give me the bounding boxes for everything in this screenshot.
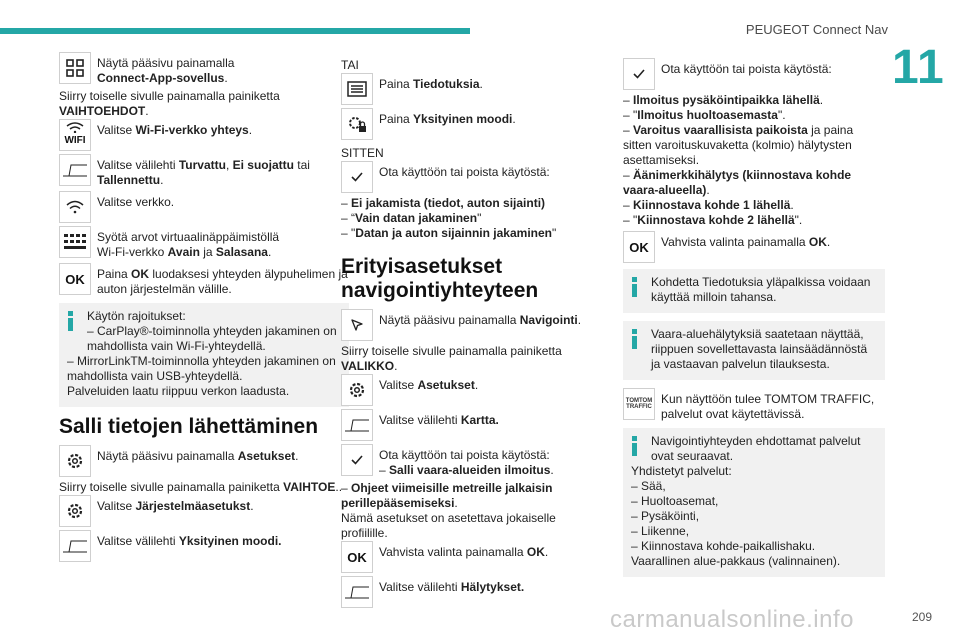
instruction-text: Siirry toiselle sivulle painamalla painiketta VAIHTOEHDOT. (59, 89, 280, 118)
note-title: Käytön rajoitukset: (87, 309, 186, 323)
note-line: – Sää, (631, 479, 666, 493)
step-text: Valitse välilehti Hälytykset. (379, 580, 525, 594)
section-heading: Salli tietojen lähettäminen (59, 415, 319, 438)
chapter-number: 11 (892, 41, 945, 94)
step-text: Valitse Järjestelmäasetukst. (97, 499, 254, 513)
option-item: – "Datan ja auton sijainnin jakaminen" (341, 226, 557, 240)
instruction-text: Nämä asetukset on asetettava jokaiselle profiilille. (341, 511, 556, 540)
step-ok (623, 231, 885, 263)
info-note (623, 269, 885, 313)
ok-label: OK (65, 271, 85, 287)
step-text: Näytä pääsivu painamalla Asetukset. (97, 449, 299, 463)
note-line: – Kiinnostava kohde-paikallishaku. (631, 539, 816, 553)
column-1 (59, 52, 349, 565)
tab-icon (341, 409, 373, 441)
step-text: Kun näyttöön tulee TOMTOM TRAFFIC, palvelut ovat käytettävissä. (661, 392, 875, 421)
gear-icon (59, 495, 91, 527)
ok-icon (623, 231, 655, 263)
or-label: TAI (341, 58, 359, 72)
step-text: Paina OK luodaksesi yhteyden älypuhelimen ja auton järjestelmän välille. (97, 267, 348, 296)
option-item: – Varoitus vaarallisista paikoista ja paina sitten varoituskuvaketta (kolmio) hälytysten asettamiseksi. (623, 123, 854, 167)
tomtom-label: TOMTOM TRAFFIC (625, 398, 653, 410)
note-line: – CarPlay®-toiminnolla yhteyden jakaminen on mahdollista vain Wi-Fi-yhteydellä. (87, 324, 337, 353)
instruction-text: Siirry toiselle sivulle painamalla painiketta VAIHTOE.. (59, 480, 343, 494)
wifi-label: WIFI (64, 135, 86, 146)
wifi-signal-icon (59, 191, 91, 223)
info-icon (632, 329, 637, 349)
step-wifi (59, 119, 349, 151)
step-ok (59, 263, 349, 297)
option-item: – Ohjeet viimeisille metreille jalkaisin perillepääsemiseksi. (341, 481, 553, 510)
step-tabs (59, 154, 349, 188)
info-note (623, 321, 885, 380)
page-number: 209 (912, 610, 933, 624)
note-line: Vaarallinen alue-pakkaus (valinnainen). (631, 554, 841, 568)
step-network (59, 191, 349, 223)
step-text: Valitse Wi-Fi-verkko yhteys. (97, 123, 253, 137)
ok-icon (341, 541, 373, 573)
private-mode-icon (341, 108, 373, 140)
ok-label: OK (347, 549, 367, 565)
info-icon (632, 277, 637, 297)
column-2 (341, 58, 591, 611)
step-notifications (341, 73, 591, 105)
step-text: Valitse välilehti Kartta. (379, 413, 499, 427)
checkbox-icon (341, 161, 373, 193)
note-line: – Huoltoasemat, (631, 494, 719, 508)
step-text: Vahvista valinta painamalla OK. (379, 545, 549, 559)
step-text: Näytä pääsivu painamalla Connect-App-sovellus. (97, 56, 235, 85)
step-ok (341, 541, 591, 573)
tab-icon (59, 530, 91, 562)
step-text: Valitse välilehti Yksityinen moodi. (97, 534, 282, 548)
option-item: – "Ilmoitus huoltoasemasta". (623, 108, 786, 122)
step-connect-app (59, 52, 349, 86)
step-text: Ota käyttöön tai poista käytöstä: – Salli vaara-alueiden ilmoitus. (379, 448, 554, 477)
wifi-icon (59, 119, 91, 151)
step-text: Ota käyttöön tai poista käytöstä: (379, 165, 550, 179)
info-icon (632, 436, 637, 456)
column-3 (623, 58, 885, 585)
info-note (59, 303, 349, 407)
ok-label: OK (629, 239, 649, 255)
header-accent-bar (0, 28, 470, 34)
note-line: – Pysäköinti, (631, 509, 700, 523)
step-text: Valitse Asetukset. (379, 378, 479, 392)
step-settings (59, 445, 349, 477)
note-line: – MirrorLinkTM-toiminnolla yhteyden jakaminen on mahdollista vain USB-yhteydellä. (67, 354, 336, 383)
navigation-arrow-icon (341, 309, 373, 341)
step-tomtom (623, 388, 885, 422)
step-system-settings (59, 495, 349, 527)
note-line: Palveluiden laatu riippuu verkon laadusta. (67, 384, 290, 398)
step-alerts-tab (341, 576, 591, 608)
note-text: Vaara-aluehälytyksiä saatetaan näyttää, riippuen sovellettavasta lainsäädännöstä ja vastaavan palvelun tilauksesta. (651, 327, 868, 371)
info-note (623, 428, 885, 577)
tab-icon (341, 576, 373, 608)
ok-icon (59, 263, 91, 295)
step-toggle (341, 444, 591, 478)
page-header-title: PEUGEOT Connect Nav (745, 22, 888, 37)
apps-grid-icon (59, 52, 91, 84)
step-text: Ota käyttöön tai poista käytöstä: (661, 62, 832, 76)
watermark: carmanualsonline.info (610, 606, 854, 633)
option-list (623, 93, 885, 228)
step-text: Näytä pääsivu painamalla Navigointi. (379, 313, 582, 327)
step-private-mode (341, 108, 591, 140)
option-item: – Äänimerkkihälytys (kiinnostava kohde vaara-alueella). (623, 168, 852, 197)
option-item: – Kiinnostava kohde 1 lähellä. (623, 198, 794, 212)
tab-icon (59, 154, 91, 186)
step-toggle (623, 58, 885, 90)
instruction-text: Siirry toiselle sivulle painamalla painiketta VALIKKO. (341, 344, 562, 373)
step-private-tab (59, 530, 349, 562)
tomtom-traffic-icon (623, 388, 655, 420)
keyboard-icon (59, 226, 91, 258)
step-text: Valitse välilehti Turvattu, Ei suojattu tai Tallennettu. (97, 158, 310, 187)
step-toggle (341, 161, 591, 193)
option-item: – “Vain datan jakaminen" (341, 211, 482, 225)
step-text: Syötä arvot virtuaalinäppäimistöllä Wi-Fi-verkko Avain ja Salasana. (97, 230, 280, 259)
note-line: Yhdistetyt palvelut: (631, 464, 732, 478)
section-heading: Erityisasetukset navigointiyhteyteen (341, 255, 539, 302)
gear-icon (59, 445, 91, 477)
option-item: – Ilmoitus pysäköintipaikka lähellä. (623, 93, 824, 107)
gear-icon (341, 374, 373, 406)
step-text: Vahvista valinta painamalla OK. (661, 235, 831, 249)
option-item: – "Kiinnostava kohde 2 lähellä". (623, 213, 803, 227)
checkbox-icon (341, 444, 373, 476)
then-label: SITTEN (341, 146, 384, 160)
step-text: Valitse verkko. (97, 195, 175, 209)
checkbox-icon (623, 58, 655, 90)
note-line: – Liikenne, (631, 524, 690, 538)
info-icon (68, 311, 73, 331)
note-text: Kohdetta Tiedotuksia yläpalkissa voidaan käyttää milloin tahansa. (651, 275, 871, 304)
step-text: Paina Yksityinen moodi. (379, 112, 516, 126)
step-text: Paina Tiedotuksia. (379, 77, 483, 91)
option-list (341, 196, 591, 241)
notifications-list-icon (341, 73, 373, 105)
step-settings (341, 374, 591, 406)
step-map-tab (341, 409, 591, 441)
note-text: Navigointiyhteyden ehdottamat palvelut ovat seuraavat. (651, 434, 861, 463)
step-navigation (341, 309, 591, 341)
step-keyboard (59, 226, 349, 260)
option-item: – Ei jakamista (tiedot, auton sijainti) (341, 196, 546, 210)
